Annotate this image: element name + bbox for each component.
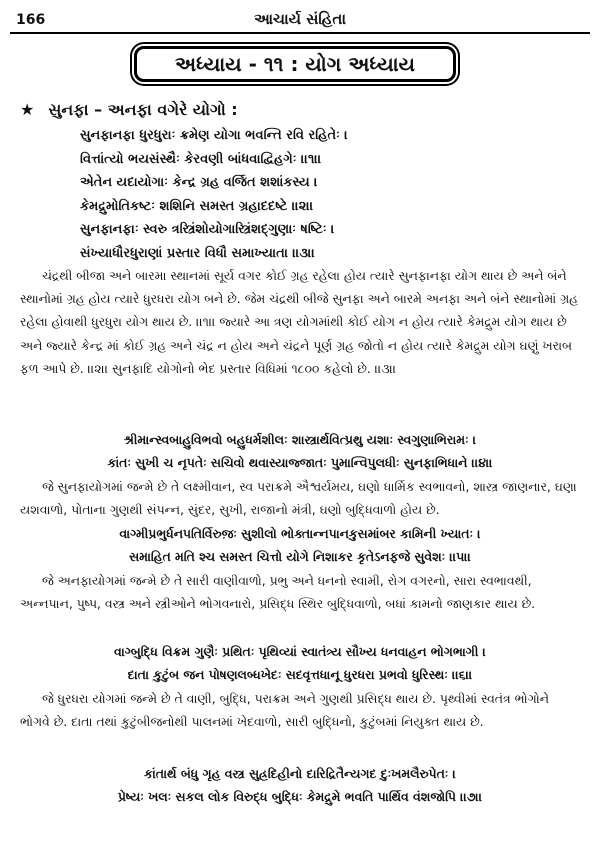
commentary-paragraph: જે સુનફાયોગમાં જન્મે છે તે લક્ષ્મીવાન, સ્વ પરાક્રમે ઐશ્વર્યમય, ઘણો ધાર્મિક સ્વભાવનો, શાસ્ત્ર જાણનાર, ઘણા યશવાળો, પોતાના ગુણથી સંપન્ન, સુંદર, સુખી, રાજાનો મંત્રી, ઘણો બુદ્ધિવાળો હોય છે.: [20, 479, 577, 518]
verse-line: સુનફાનફા ધુરધુરાઃ ક્રમેણ યોગા ભવન્તિ રવિ રહિતેઃ ।: [80, 128, 348, 143]
page-number: 166: [16, 12, 46, 28]
commentary-1: [20, 264, 580, 380]
verse-line: દાતા કુટુંબ જન પોષણલબ્ધખેદઃ સદવૃત્તધાનૂ ધુરધરા પ્રભવો ધુરિસ્થઃ ।।૬।।: [127, 667, 473, 683]
verse-line: વાગ્મીપ્રભુર્ધનપતિર્વિરુજ઼ઃ સુશીલો ભોક્તાન્નપાનકુસમાંબર કામિની ખ્યાતઃ ।: [119, 526, 481, 541]
star-icon: ★: [20, 100, 35, 119]
header-rule: [10, 32, 590, 34]
page-header: [10, 2, 590, 32]
verse-line: સમાહિત મતિ શ્ચ સમસ્ત ચિત્તો યોગે નિશાકર કૃતેઽનફજે સુવેશઃ ।।૫।।: [129, 549, 471, 565]
section-heading-text: સુનફા – અનફા વગેરે યોગો :: [48, 100, 238, 119]
verse-line: કાંતાર્થ બંધુ ગૃહ વસ્ત્ર સુહ્રદિહીનો દારિદ્રિતૈન્યગદ દુઃખમલૈરુપેતઃ ।: [144, 766, 456, 781]
commentary-3: [20, 569, 580, 615]
verse-line: શ્રીમાન્સ્વબાહુવિભવો બહુધર્મશીલઃ શાસ્ત્રાર્થવિત્પ્રથુ યશાઃ સ્વગુણાભિરામઃ ।: [123, 432, 477, 447]
commentary-paragraph: ચંદ્રથી બીજા અને બારમા સ્થાનમાં સૂર્ય વગર કોઈ ગ્રહ રહેલા હોય ત્યારે સુનફાનફા યોગ થાય છે અને બંને સ્થાનોમાં ગ્રહ હોય ત્યારે ધુરધરા યોગ બને છે. જેમ ચંદ્રથી બીજે સુનફા અને બારમે અનફા અને બંને સ્થાનોમાં ગ્રહ રહેલા હોવાથી ધુરધુરા યોગ થાય છે. ।।૧।। જ્યારે આ ત્રણ યોગમાંથી કોઈ યોગ ન હોય ત્યારે કેમદ્રુમ યોગ થાય છે અને જ્યારે કેન્દ્ર માં કોઈ ગ્રહ અને ચંદ્ર ન હોય અને ચંદ્રને પૂર્ણ ગ્રહ જોતો ન હોય ત્યારે કેમદ્રુમ યોગ ઘણું ખરાબ ફળ આપે છે. ।।૨।। સુનફાદિ યોગોનો ભેદ પ્રસ્તાર વિધિમાં ૧૮૦૦ કહેલો છે. ।।૩।।: [20, 268, 578, 376]
chapter-title: અધ્યાય - ૧૧ : યોગ અધ્યાય: [134, 46, 456, 82]
verse-block-4: [20, 640, 580, 686]
verse-block-1: [80, 124, 580, 265]
verse-line: સંખ્યાધૌરધુરાણાં પ્રસ્તાર વિધૌ સમાખ્યાતા ।।૩।।: [80, 245, 315, 261]
verse-block-5: [20, 762, 580, 808]
verse-line: પ્રેષ્યઃ ખલઃ સકલ લોક વિરુદ્ધ બુદ્ધિઃ કેમદ્રુમે ભવતિ પાર્થિવ વંશજોપિ ।।૭।।: [117, 789, 483, 805]
verse-block-3: [20, 522, 580, 568]
section-heading: [20, 100, 238, 120]
verse-line: વિત્તાંત્યો ભયસંસ્થૈઃ કેરવણી બાંધવાદ્વિહગેઃ ।।૧।।: [80, 151, 322, 167]
verse-line: એતેન યદાયોગાઃ કેન્દ્ર ગ્રહ વર્જિત શશાંકસ્ય ।: [80, 175, 318, 190]
commentary-paragraph: જે ધુરધરા યોગમાં જન્મે છે તે વાણી, બુદ્ધિ, પરાક્રમ અને ગુણથી પ્રસિદ્ધ થાય છે. પૃથ્વીમાં સ્વતંત્ર ભોગોને ભોગવે છે. દાતા તથાં કુટુંબીજનોથી પાલનમાં ખેદવાળો, સારી બુદ્ધિનો, કુટુંબમાં નિયુક્ત થાય છે.: [20, 691, 549, 730]
verse-line: સુનફાનફાઃ સ્વરુ ત્રસ્ત્રિંશોયોગાસ્ત્રિંશદ્ગુણાઃ ષષ્ટિઃ ।: [80, 222, 335, 237]
verse-line: વાગ્બુદ્ધિ વિક્રમ ગુણૈઃ પ્રથિતઃ પૃથિવ્યાં સ્વાતંત્ર્ય સૌખ્ય ધનવાહન ભોગભાગી ।: [114, 644, 486, 659]
verse-line: કેમદ્રુમોતિકષ્ટઃ શશિનિ સમસ્ત ગ્રહાદદષ્ટે ।।૨।।: [80, 198, 314, 214]
commentary-paragraph: જે અનફાયોગમાં જન્મે છે તે સારી વાણીવાળો, પ્રભુ અને ધનનો સ્વામી, રોગ વગરનો, સારા સ્વભાવથી, અન્નપાન, પુષ્પ, વસ્ત્ર અને સ્ત્રીઓને ભોગવનારો, પ્રસિદ્ધ સ્થિર બુદ્ધિવાળો, બધાં કામનો જાણકાર થાય છે.: [20, 573, 536, 612]
commentary-2: [20, 475, 580, 521]
commentary-4: [20, 687, 580, 733]
verse-line: કાંતઃ સુખી ચ નૃપતેઃ સચિવો થવાસ્યાજ્જાતઃ પુમાન્વિપુલધીઃ સુનફાભિધાને ।।૪।।: [107, 455, 493, 471]
running-title: આચાર્ય સંહિતા: [253, 10, 347, 28]
verse-block-2: [20, 428, 580, 474]
